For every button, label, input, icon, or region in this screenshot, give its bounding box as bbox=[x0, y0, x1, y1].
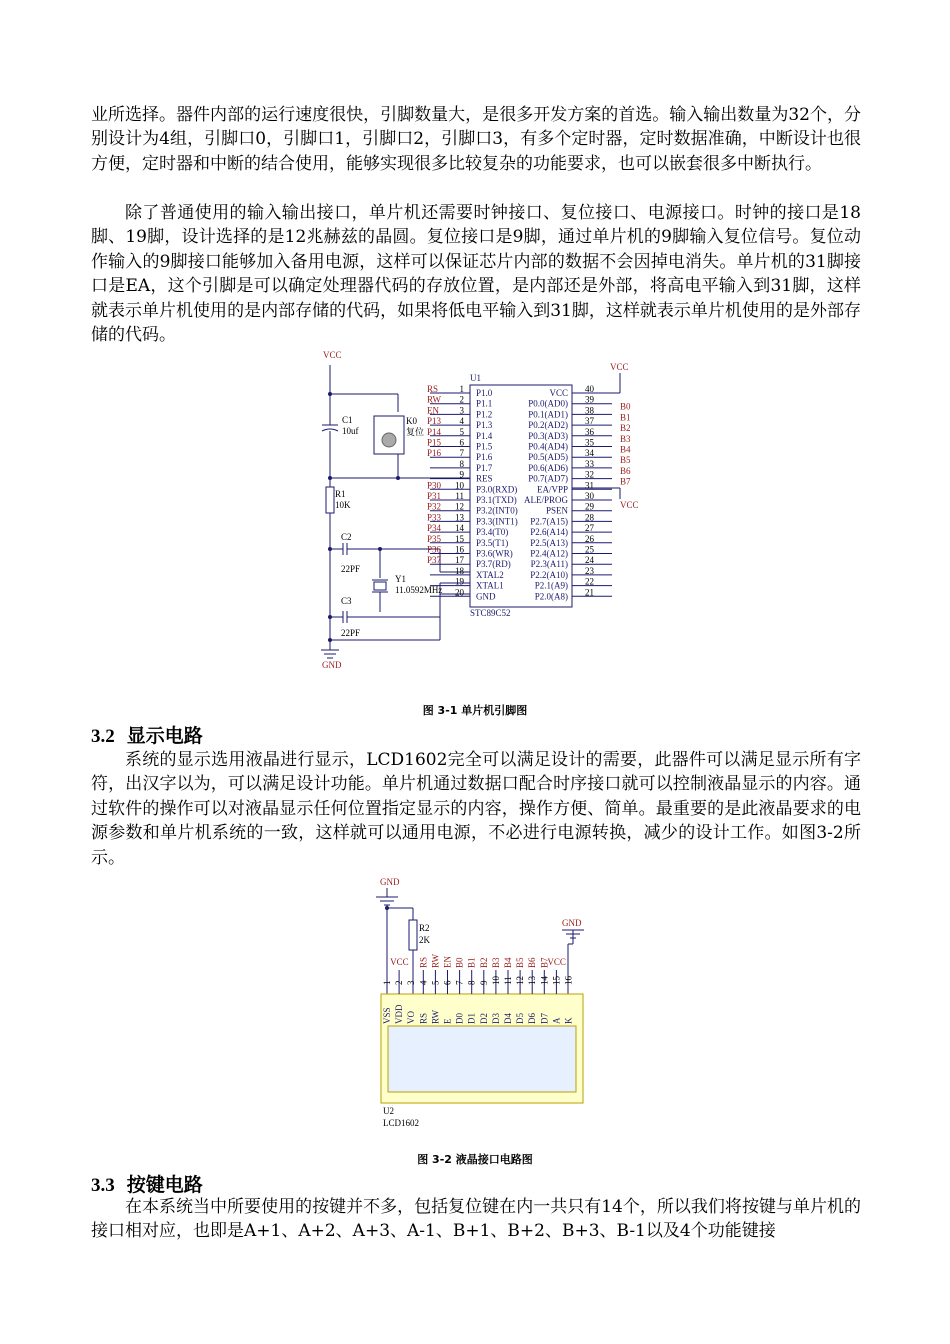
mcu-pin-number: 26 bbox=[585, 533, 594, 544]
lcd-pin-number: 6 bbox=[442, 980, 453, 985]
paragraph-intro: 业所选择。器件内部的运行速度很快，引脚数量大，是很多开发方案的首选。输入输出数量为32个，分别设计为4组，引脚口0，引脚口1，引脚口2，引脚口3，有多个定时器，定时数据准确，中断设计也很方便，定时器和中断的结合使用，能够实现很多比较复杂的功能要求，也可以嵌套很多中断执行。 bbox=[91, 105, 861, 174]
lcd-pin-name: D3 bbox=[490, 1013, 501, 1024]
gnd-label: GND bbox=[322, 660, 342, 670]
mcu-pin-number: 36 bbox=[585, 426, 594, 437]
section-title: 按键电路 bbox=[126, 1174, 203, 1196]
mcu-pin-name: P0.4(AD4) bbox=[528, 441, 568, 452]
mcu-pin-name: ALE/PROG bbox=[523, 495, 568, 505]
net-label: EN bbox=[442, 956, 453, 968]
net-label: B6 bbox=[527, 957, 538, 968]
net-label: VCC bbox=[547, 957, 566, 967]
mcu-pin-number: 4 bbox=[459, 416, 464, 427]
mcu-pin-number: 22 bbox=[585, 576, 594, 587]
lcd-pin-name: VO bbox=[406, 1011, 417, 1024]
mcu-pin-name: RES bbox=[476, 473, 493, 484]
net-label: RS bbox=[427, 384, 439, 394]
lcd-pin-number: 5 bbox=[430, 980, 441, 985]
r2-value: 2K bbox=[419, 935, 430, 945]
mcu-part: STC89C52 bbox=[470, 608, 511, 618]
mcu-pin-number: 18 bbox=[455, 565, 464, 576]
mcu-pin-name: PSEN bbox=[545, 505, 568, 516]
mcu-pin-name: P2.4(A12) bbox=[530, 548, 568, 559]
y1-ref: Y1 bbox=[395, 574, 406, 584]
net-label: P13 bbox=[427, 416, 442, 427]
mcu-pin-number: 6 bbox=[459, 437, 464, 448]
c1-ref: C1 bbox=[342, 415, 353, 425]
net-label: RW bbox=[427, 394, 442, 405]
net-label: B5 bbox=[620, 455, 631, 466]
mcu-pin-name: P0.7(AD7) bbox=[528, 473, 568, 484]
net-label: B1 bbox=[466, 957, 477, 968]
y1-value: 11.0592MHz bbox=[395, 585, 443, 595]
lcd-pin-name: E bbox=[442, 1018, 453, 1024]
paragraph-keys: 在本系统当中所要使用的按键并不多，包括复位键在内一共只有14个，所以我们将按键与单片机的接口相对应，也即是A+1、A+2、A+3、A-1、B+1、B+2、B+3、B-1以及4个功能键接 bbox=[91, 1197, 861, 1242]
mcu-ref: U1 bbox=[470, 373, 481, 383]
mcu-pin-number: 33 bbox=[585, 458, 594, 469]
mcu-pin-name: P1.1 bbox=[476, 398, 493, 409]
r1-ref: R1 bbox=[335, 489, 346, 499]
mcu-pin-name: P2.5(A13) bbox=[530, 537, 568, 548]
section-heading bbox=[91, 721, 203, 748]
mcu-pin-number: 3 bbox=[459, 405, 464, 416]
mcu-pin-name: P0.6(AD6) bbox=[528, 462, 568, 473]
c1-value: 10uf bbox=[342, 426, 359, 436]
mcu-pin-number: 19 bbox=[455, 576, 464, 587]
mcu-pin-name: P1.3 bbox=[476, 420, 493, 431]
net-label: VCC bbox=[390, 957, 409, 967]
lcd-pin-name: RS bbox=[418, 1012, 429, 1024]
mcu-pin-number: 39 bbox=[585, 394, 594, 405]
mcu-pin-name: P0.1(AD1) bbox=[528, 409, 568, 420]
lcd-schematic bbox=[360, 872, 600, 1134]
mcu-pin-name: P3.2(INT0) bbox=[476, 505, 518, 516]
net-label: B0 bbox=[620, 401, 631, 412]
lcd-pin-number: 16 bbox=[563, 976, 574, 985]
mcu-pin-name: P2.3(A11) bbox=[530, 559, 568, 570]
mcu-pin-name: P3.1(TXD) bbox=[476, 495, 517, 505]
mcu-pin-number: 40 bbox=[585, 384, 594, 394]
net-label: P33 bbox=[427, 512, 442, 523]
lcd-pin-number: 3 bbox=[406, 980, 417, 985]
net-label: EN bbox=[427, 405, 439, 416]
lcd-pin-number: 12 bbox=[515, 976, 526, 985]
mcu-pin-name: P0.2(AD2) bbox=[528, 420, 568, 431]
lcd-pin-number: 8 bbox=[466, 980, 477, 985]
vcc-label: VCC bbox=[323, 350, 342, 360]
lcd-pin-number: 13 bbox=[527, 976, 538, 985]
mcu-pin-name: P1.7 bbox=[476, 462, 493, 473]
lcd-ref: U2 bbox=[383, 1106, 394, 1116]
net-label: B7 bbox=[539, 957, 550, 968]
mcu-pin-number: 1 bbox=[459, 384, 464, 394]
mcu-pin-name: P0.0(AD0) bbox=[528, 398, 568, 409]
mcu-pin-number: 11 bbox=[455, 491, 464, 501]
lcd-pin-number: 14 bbox=[539, 976, 550, 985]
mcu-pin-number: 14 bbox=[455, 523, 464, 534]
mcu-pin-number: 21 bbox=[585, 587, 594, 598]
lcd-pin-number: 4 bbox=[418, 980, 429, 985]
lcd-pin-name: D7 bbox=[539, 1013, 550, 1024]
net-label: P35 bbox=[427, 533, 442, 544]
net-label: P31 bbox=[427, 491, 442, 501]
mcu-pin-name: P2.0(A8) bbox=[534, 591, 568, 602]
mcu-pin-number: 31 bbox=[585, 480, 594, 491]
mcu-pin-number: 13 bbox=[455, 512, 464, 523]
mcu-pin-number: 38 bbox=[585, 405, 594, 416]
vcc-label: VCC bbox=[620, 500, 639, 510]
net-label: B5 bbox=[515, 957, 526, 968]
mcu-pin-number: 17 bbox=[455, 555, 464, 566]
lcd-pin-number: 10 bbox=[490, 976, 501, 985]
mcu-pin-name: VCC bbox=[549, 388, 568, 398]
mcu-pin-name: P3.4(T0) bbox=[476, 527, 509, 538]
mcu-pin-number: 2 bbox=[459, 394, 464, 405]
net-label: B2 bbox=[478, 957, 489, 968]
mcu-pin-number: 35 bbox=[585, 437, 594, 448]
mcu-pin-number: 34 bbox=[585, 448, 594, 459]
mcu-pin-number: 9 bbox=[459, 469, 464, 480]
lcd-pin-number: 2 bbox=[394, 980, 405, 985]
mcu-pin-number: 5 bbox=[459, 426, 464, 437]
net-label: B3 bbox=[490, 957, 501, 968]
lcd-pin-name: D5 bbox=[515, 1013, 526, 1024]
mcu-pin-number: 27 bbox=[585, 523, 594, 534]
lcd-pin-name: D1 bbox=[466, 1013, 477, 1024]
net-label: P34 bbox=[427, 523, 442, 534]
mcu-pin-name: P2.2(A10) bbox=[530, 569, 568, 580]
net-label: B0 bbox=[454, 957, 465, 968]
net-label: P14 bbox=[427, 426, 442, 437]
net-label: P16 bbox=[427, 448, 442, 459]
mcu-pin-name: XTAL2 bbox=[476, 569, 504, 580]
lcd-pin-name: VSS bbox=[382, 1007, 392, 1024]
mcu-pin-number: 10 bbox=[455, 480, 464, 491]
mcu-pin-number: 16 bbox=[455, 544, 464, 555]
k0-value: 复位 bbox=[406, 427, 425, 437]
net-label: P15 bbox=[427, 437, 442, 448]
mcu-pin-name: P0.3(AD3) bbox=[528, 430, 568, 441]
lcd-pin-number: 7 bbox=[454, 980, 465, 985]
mcu-pin-name: P0.5(AD5) bbox=[528, 452, 568, 463]
paragraph-display: 系统的显示选用液晶进行显示，LCD1602完全可以满足设计的需要，此器件可以满足显示所有字符，出汉字以为，可以满足设计功能。单片机通过数据口配合时序接口就可以控制液晶显示的内容。通过软件的操作可以对液晶显示任何位置指定显示的内容，操作方便、简单。最重要的是此液晶要求的电源参数和单片机系统的一致，这样就可以通用电源，不必进行电源转换，减少的设计工作。如图3-2所示。 bbox=[91, 750, 861, 868]
net-label: B1 bbox=[620, 412, 631, 423]
mcu-pin-number: 8 bbox=[459, 458, 464, 469]
lcd-pin-name: RW bbox=[430, 1009, 441, 1024]
mcu-pin-name: P1.4 bbox=[476, 430, 493, 441]
net-label: B4 bbox=[503, 957, 513, 968]
lcd-pin-name: D0 bbox=[454, 1013, 465, 1024]
lcd-part: LCD1602 bbox=[383, 1118, 419, 1128]
mcu-pin-number: 23 bbox=[585, 565, 594, 576]
net-label: P30 bbox=[427, 480, 442, 491]
mcu-pin-name: P3.7(RD) bbox=[476, 559, 511, 570]
lcd-pin-number: 9 bbox=[478, 980, 489, 985]
mcu-pin-number: 20 bbox=[455, 587, 464, 598]
mcu-pin-name: P1.6 bbox=[476, 452, 493, 463]
figure-caption: 图 3-2 液晶接口电路图 bbox=[417, 1153, 533, 1166]
mcu-pin-number: 25 bbox=[585, 544, 594, 555]
net-label: B6 bbox=[620, 465, 631, 476]
mcu-pin-name: P3.0(RXD) bbox=[476, 484, 518, 495]
lcd-pin-number: 15 bbox=[551, 976, 562, 985]
paragraph-interfaces: 除了普通使用的输入输出接口，单片机还需要时钟接口、复位接口、电源接口。时钟的接口是18脚、19脚，设计选择的是12兆赫兹的晶圆。复位接口是9脚，通过单片机的9脚输入复位信号。复位动作输入的9脚接口能够加入备用电源，这样可以保证芯片内部的数据不会因掉电消失。单片机的31脚接口是EA，这个引脚是可以确定处理器代码的存放位置，是内部还是外部，将高电平输入到31脚，这样就表示单片机使用的是内部存储的代码，如果将低电平输入到31脚，这样就表示单片机使用的是外部存储的代码。 bbox=[91, 203, 861, 346]
net-label: RS bbox=[418, 956, 429, 968]
mcu-pin-number: 15 bbox=[455, 533, 464, 544]
mcu-pin-name: P1.0 bbox=[476, 388, 493, 398]
mcu-pin-number: 28 bbox=[585, 512, 594, 523]
gnd-label: GND bbox=[380, 877, 400, 887]
mcu-pin-name: P3.6(WR) bbox=[476, 548, 513, 559]
net-label: B3 bbox=[620, 433, 631, 444]
mcu-pin-name: P2.6(A14) bbox=[530, 527, 568, 538]
r2-ref: R2 bbox=[419, 923, 430, 933]
mcu-pin-number: 30 bbox=[585, 491, 594, 501]
mcu-pin-name: GND bbox=[476, 591, 496, 602]
lcd-pin-name: A bbox=[551, 1017, 562, 1024]
mcu-pin-name: P3.5(T1) bbox=[476, 537, 509, 548]
lcd-pin-number: 1 bbox=[382, 980, 392, 985]
figure-caption: 图 3-1 单片机引脚图 bbox=[422, 704, 528, 717]
mcu-pin-name: P2.1(A9) bbox=[534, 580, 568, 591]
c2-value: 22PF bbox=[341, 564, 361, 574]
net-label: RW bbox=[430, 953, 441, 968]
mcu-schematic bbox=[300, 345, 670, 680]
net-label: B2 bbox=[620, 423, 631, 434]
mcu-pin-number: 29 bbox=[585, 501, 594, 512]
net-label: B4 bbox=[620, 444, 631, 455]
section-title: 显示电路 bbox=[126, 725, 203, 747]
mcu-pin-number: 7 bbox=[459, 448, 464, 459]
mcu-pin-name: P2.7(A15) bbox=[530, 516, 568, 527]
net-label: P36 bbox=[427, 544, 442, 555]
c3-ref: C3 bbox=[341, 596, 352, 606]
c2-ref: C2 bbox=[341, 532, 352, 542]
lcd-pin-number: 11 bbox=[503, 976, 513, 985]
mcu-pin-number: 37 bbox=[585, 416, 594, 427]
lcd-pin-name: D6 bbox=[527, 1013, 538, 1024]
r1-value: 10K bbox=[335, 500, 351, 510]
mcu-pin-name: P3.3(INT1) bbox=[476, 516, 518, 527]
gnd-label: GND bbox=[562, 918, 582, 928]
mcu-pin-number: 32 bbox=[585, 469, 594, 480]
mcu-pin-number: 24 bbox=[585, 555, 594, 566]
lcd-pin-name: VDD bbox=[394, 1004, 405, 1024]
vcc-label: VCC bbox=[610, 362, 629, 372]
c3-value: 22PF bbox=[341, 628, 361, 638]
lcd-pin-name: K bbox=[563, 1017, 574, 1024]
net-label: B7 bbox=[620, 476, 631, 487]
mcu-pin-name: XTAL1 bbox=[476, 580, 504, 591]
lcd-pin-name: D4 bbox=[503, 1013, 513, 1024]
k0-ref: K0 bbox=[406, 416, 417, 426]
net-label: P32 bbox=[427, 501, 442, 512]
mcu-pin-name: P1.2 bbox=[476, 409, 493, 420]
section-heading bbox=[91, 1170, 203, 1197]
lcd-pin-name: D2 bbox=[478, 1013, 489, 1024]
mcu-pin-number: 12 bbox=[455, 501, 464, 512]
net-label: P37 bbox=[427, 555, 442, 566]
mcu-pin-name: EA/VPP bbox=[536, 484, 568, 495]
mcu-pin-name: P1.5 bbox=[476, 441, 493, 452]
section-number: 3.2 bbox=[91, 726, 115, 747]
section-number: 3.3 bbox=[91, 1175, 115, 1196]
